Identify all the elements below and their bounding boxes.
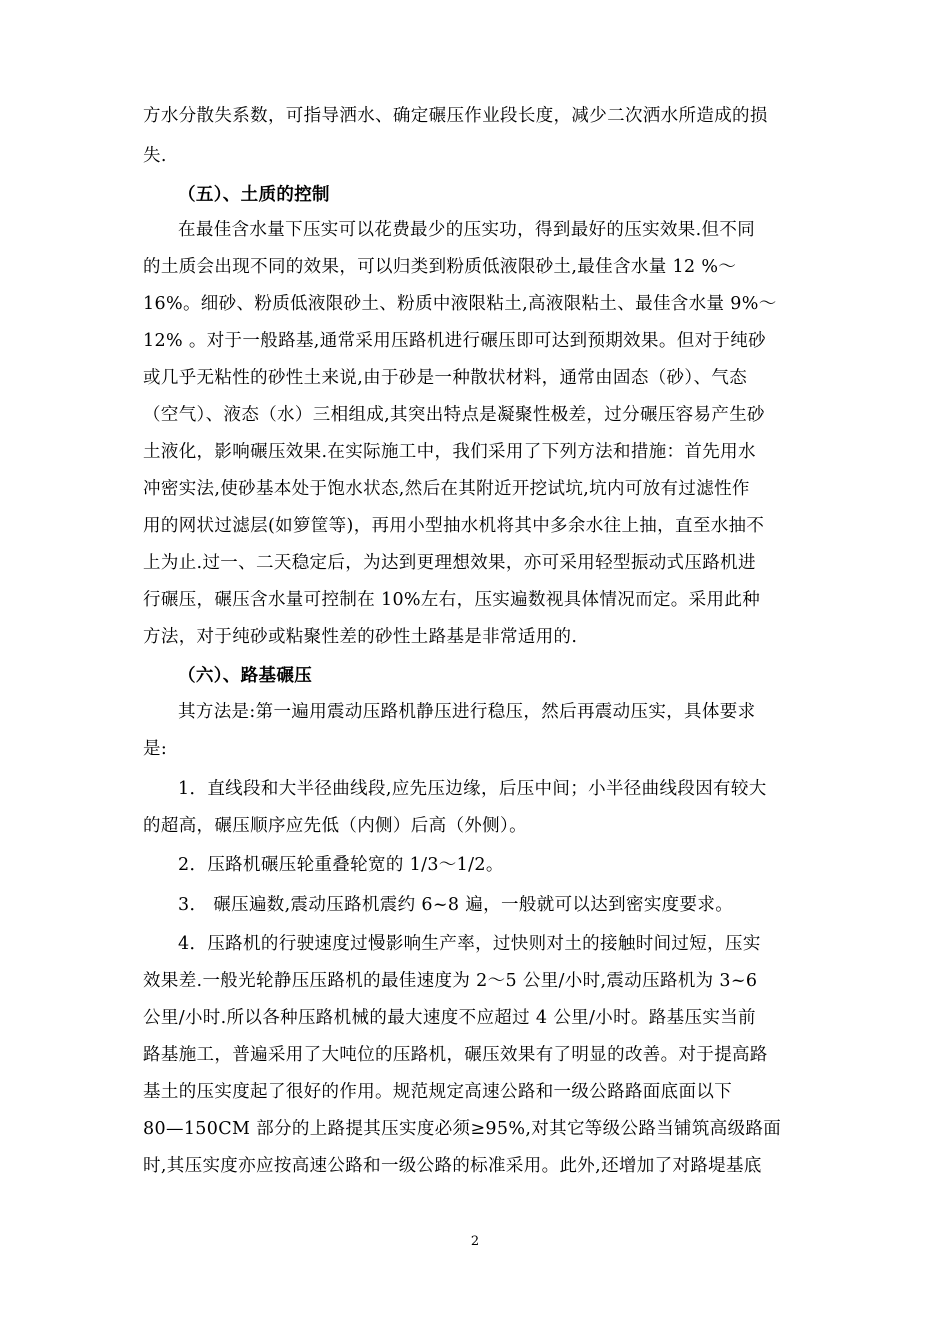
list-item: 2．压路机碾压轮重叠轮宽的 1/3～1/2。 (178, 855, 504, 875)
list-item: 4．压路机的行驶速度过慢影响生产率，过快则对土的接触时间过短，压实 (178, 934, 761, 954)
page-number: 2 (470, 1234, 480, 1249)
text-line: 行碾压，碾压含水量可控制在 10%左右，压实遍数视具体情况而定。采用此种 (143, 590, 761, 610)
text-line: 在最佳含水量下压实可以花费最少的压实功，得到最好的压实效果.但不同 (178, 220, 756, 240)
text-line: 的超高，碾压顺序应先低（内侧）后高（外侧）。 (143, 816, 527, 836)
list-item: 3． 碾压遍数,震动压路机震约 6~8 遍，一般就可以达到密实度要求。 (178, 895, 734, 915)
text-line: 用的网状过滤层(如箩筐等)，再用小型抽水机将其中多余水往上抽，直至水抽不 (143, 516, 765, 536)
text-line: 是: (143, 739, 168, 759)
text-line: 的土质会出现不同的效果，可以归类到粉质低液限砂土,最佳含水量 12 %～ (143, 257, 737, 277)
text-line: 方水分散失系数，可指导洒水、确定碾压作业段长度，减少二次洒水所造成的损 (143, 106, 768, 126)
section-heading: （六）、路基碾压 (178, 666, 313, 686)
text-line: （空气）、液态（水）三相组成,其突出特点是凝聚性极差，过分碾压容易产生砂 (143, 405, 765, 425)
text-line: 或几乎无粘性的砂性土来说,由于砂是一种散状材料，通常由固态（砂）、气态 (143, 368, 748, 388)
text-line: 基土的压实度起了很好的作用。规范规定高速公路和一级公路路面底面以下 (143, 1082, 733, 1102)
text-line: 冲密实法,使砂基本处于饱水状态,然后在其附近开挖试坑,坑内可放有过滤性作 (143, 479, 750, 499)
text-line: 公里/小时.所以各种压路机械的最大速度不应超过 4 公里/小时。路基压实当前 (143, 1008, 756, 1028)
text-line: 土液化，影响碾压效果.在实际施工中，我们采用了下列方法和措施：首先用水 (143, 442, 756, 462)
text-line: 16%。细砂、粉质低液限砂土、粉质中液限粘土,高液限粘土、最佳含水量 9%～ (143, 294, 777, 314)
text-line: 效果差.一般光轮静压压路机的最佳速度为 2～5 公里/小时,震动压路机为 3~6 (143, 971, 758, 991)
text-line: 其方法是:第一遍用震动压路机静压进行稳压，然后再震动压实，具体要求 (178, 702, 756, 722)
text-line: 80—150CM 部分的上路提其压实度必须≥95%,对其它等级公路当铺筑高级路面 (143, 1119, 782, 1139)
section-heading: （五）、土质的控制 (178, 185, 330, 205)
text-line: 路基施工，普遍采用了大吨位的压路机，碾压效果有了明显的改善。对于提高路 (143, 1045, 768, 1065)
text-line: 方法，对于纯砂或粘聚性差的砂性土路基是非常适用的. (143, 627, 578, 647)
text-line: 失. (143, 146, 167, 166)
text-line: 时,其压实度亦应按高速公路和一级公路的标准采用。此外,还增加了对路堤基底 (143, 1156, 762, 1176)
text-line: 12% 。对于一般路基,通常采用压路机进行碾压即可达到预期效果。但对于纯砂 (143, 331, 766, 351)
list-item: 1．直线段和大半径曲线段,应先压边缘，后压中间；小半径曲线段因有较大 (178, 779, 767, 799)
text-line: 上为止.过一、二天稳定后，为达到更理想效果，亦可采用轻型振动式压路机进 (143, 553, 756, 573)
